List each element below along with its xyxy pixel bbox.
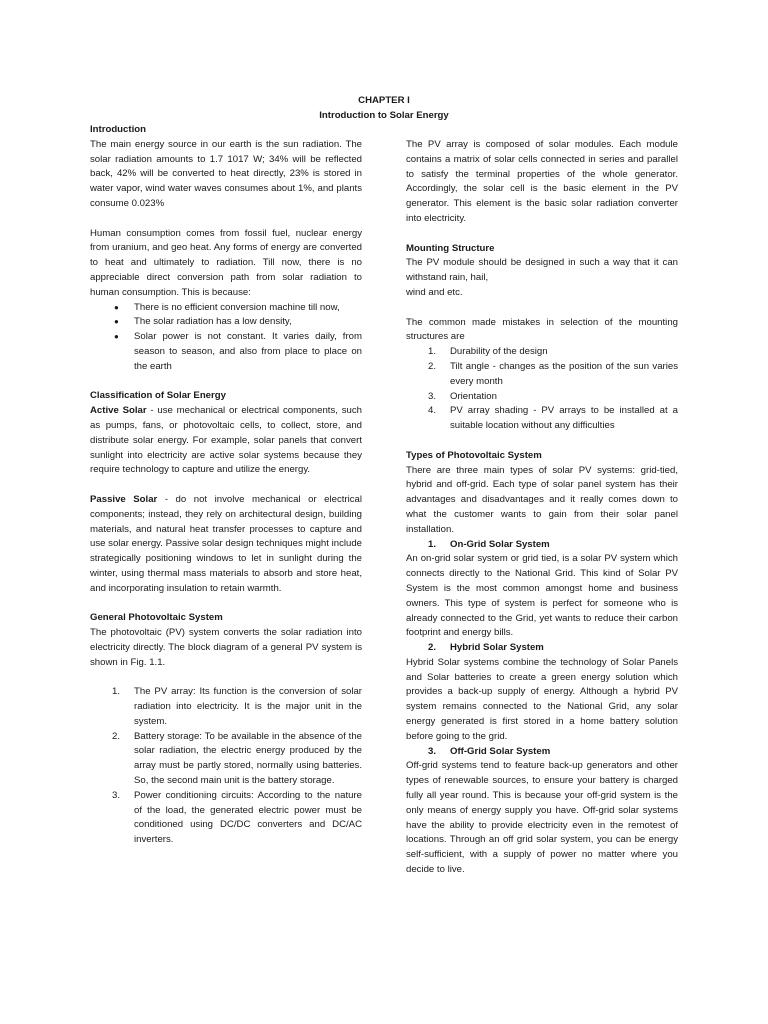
component-item: 3. Power conditioning circuits: According to the nature of the load, the generated electric power must be conditioned using DC/DC converters and DC/AC inverters. [112, 789, 362, 846]
active-solar-paragraph: Active Solar - use mechanical or electrical components, such as pumps, fans, or photovoltaic cells, to collect, store, and distribute solar energy. For example, solar panels that convert sunlight into electricity are active solar systems because they require technology to capture and utilize the energy. [90, 405, 362, 476]
mistake-item: 1. Durability of the design [428, 346, 548, 358]
right-column [406, 138, 678, 878]
on-grid-heading: 1. On-Grid Solar System [428, 538, 550, 550]
mistake-item: 3. Orientation [428, 390, 497, 402]
mistake-item: 4. PV array shading - PV arrays to be installed at a suitable location without any difficulties [428, 405, 678, 432]
bullet-icon: ● [114, 317, 119, 327]
chapter-label: CHAPTER I [358, 95, 410, 106]
classification-heading: Classification of Solar Energy [90, 390, 226, 402]
passive-solar-paragraph: Passive Solar - do not involve mechanical or electrical components; instead, they rely on architectural design, building materials, and natural heat transfer processes to capture and use solar energy. Passive solar design techniques might include strategically positioning windows to let in sunlight during the winter, using thermal mass materials to absorb and store heat, and incorporating insulation to retain warmth. [90, 493, 363, 594]
off-grid-paragraph: Off-grid systems tend to feature back-up generators and other types of renewable sources, to ensure your battery is charged fully all year round. This is because your off-grid system is the only means of energy supply you have. Off-grid solar systems have the ability to provide electricity even in the remotest of locations. Through an off grid solar system, you can be energy self-sufficient, with a supply of power no matter where you decide to live. [406, 760, 678, 876]
mounting-line-2: wind and etc. [406, 286, 463, 298]
passive-solar-label: Passive Solar [90, 493, 158, 505]
bullet-item: ● The solar radiation has a low density, [90, 315, 362, 330]
pv-array-paragraph: The PV array is composed of solar modules. Each module contains a matrix of solar cells connected in series and parallel to satisfy the terminal properties of the whole generator. Accordingly, the solar cell is the basic element in the PV generator. This element is the basic solar radiation converter into electricity. [406, 139, 678, 224]
bullet-item: ● There is no efficient conversion machine till now, [90, 301, 362, 316]
component-item: 1. The PV array: Its function is the conversion of solar radiation into electricity. It is the major unit in the system. [112, 686, 362, 727]
mistake-item: 2. Tilt angle - changes as the position of the sun varies every month [428, 360, 678, 387]
bullet-icon: ● [114, 332, 119, 342]
general-pv-paragraph: The photovoltaic (PV) system converts the solar radiation into electricity directly. The block diagram of a general PV system is shown in Fig. 1.1. [90, 627, 362, 668]
hybrid-heading: 2. Hybrid Solar System [428, 642, 544, 654]
types-paragraph: There are three main types of solar PV systems: grid-tied, hybrid and off-grid. Each type of solar panel system has their advantages and disadvantages and it really comes down to what the customer wants to gain from their solar panel installation. [406, 464, 678, 535]
chapter-title: Introduction to Solar Energy [319, 110, 449, 121]
types-heading: Types of Photovoltaic System [406, 449, 542, 461]
mistakes-paragraph: The common made mistakes in selection of the mounting structures are [406, 316, 678, 343]
hybrid-paragraph: Hybrid Solar systems combine the technology of Solar Panels and Solar batteries to create a green energy solution which provides a back-up supply of energy. Although a hybrid PV system remains connected to the National Grid, any solar energy generated is first stored in a home battery solution before going to the grid. [406, 656, 678, 742]
mounting-line-1: The PV module should be designed in such a way that it can withstand rain, hail, [406, 257, 678, 284]
introduction-heading: Introduction [90, 124, 146, 135]
mounting-heading: Mounting Structure [406, 242, 495, 254]
bullet-item: ● Solar power is not constant. It varies daily, from season to season, and also from place to place on the earth [114, 331, 362, 372]
on-grid-paragraph: An on-grid solar system or grid tied, is a solar PV system which connects directly to the National Grid. This kind of Solar PV System is the most common amongst home and business owners. This type of system is perfect for someone who is already connected to the Grid, yet wants to reduce their carbon footprint and energy bills. [406, 553, 678, 639]
general-pv-heading: General Photovoltaic System [90, 612, 223, 624]
introduction-paragraph-2: Human consumption comes from fossil fuel, nuclear energy from uranium, and geo heat. Any forms of energy are converted to heat and ultimately to radiation. Till now, there is no appreciable direct conversion path from solar radiation to human consumption. This is because: [90, 227, 362, 298]
component-item: 2. Battery storage: To be available in the absence of the solar radiation, the electric energy produced by the array must be partly stored, normally using batteries. So, the second main unit is the battery storage. [112, 730, 362, 787]
active-solar-label: Active Solar [90, 405, 147, 417]
off-grid-heading: 3. Off-Grid Solar System [428, 745, 551, 757]
introduction-paragraph-1: The main energy source in our earth is the sun radiation. The solar radiation amounts to 1.7 1017 W; 34% will be reflected back, 42% will be converted to heat directly, 23% is stored in water vapor, wind water waves consumes about 1%, and plants consume 0.023% [90, 138, 362, 209]
left-column [90, 123, 362, 848]
bullet-icon: ● [114, 302, 119, 312]
